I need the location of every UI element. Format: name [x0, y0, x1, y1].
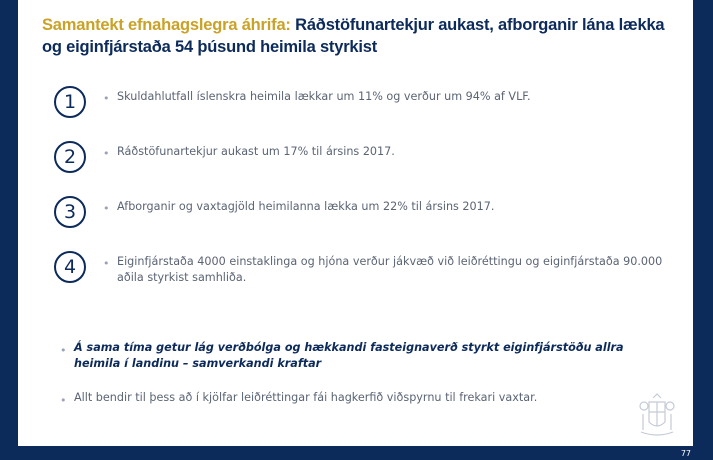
- number-badge: 1: [54, 86, 86, 118]
- item-text: Afborganir og vaxtagjöld heimilanna lækka um 22% til ársins 2017.: [117, 200, 495, 213]
- bullet-icon: •: [60, 344, 67, 357]
- bullet-icon: •: [103, 202, 110, 215]
- title-accent: Samantekt efnahagslegra áhrifa:: [42, 16, 291, 34]
- bullet-icon: •: [103, 147, 110, 160]
- slide: [18, 0, 693, 446]
- number-badge: 2: [54, 141, 86, 173]
- bullet-icon: •: [103, 92, 110, 105]
- list-item: [54, 86, 674, 126]
- item-text: Skuldahlutfall íslenskra heimila lækkar um 11% og verður um 94% af VLF.: [117, 90, 531, 103]
- coat-of-arms-icon: [637, 392, 677, 440]
- bullet-icon: •: [103, 257, 110, 270]
- page-number: 77: [680, 449, 691, 458]
- number-badge: 3: [54, 196, 86, 228]
- list-item: [54, 141, 674, 181]
- bullet-icon: •: [60, 394, 67, 407]
- title-main: Ráðstöfunartekjur aukast, afborganir lána lækka og eiginfjárstaða 54 þúsund heimila styrkist: [42, 16, 665, 56]
- slide-title: [42, 14, 682, 58]
- summary-text: Á sama tíma getur lág verðbólga og hækkandi fasteignaverð styrkt eiginfjárstöðu allra heimila í landinu – samverkandi kraftar: [74, 341, 624, 370]
- item-text: Eiginfjárstaða 4000 einstaklinga og hjóna verður jákvæð við leiðréttingu og eiginfjárstaða 90.000 aðila styrkist samhliða.: [117, 255, 663, 284]
- list-item: [54, 196, 674, 236]
- list-item: [54, 251, 674, 291]
- summary-text: Allt bendir til þess að í kjölfar leiðréttingar fái hagkerfið viðspyrnu til frekari vaxtar.: [74, 391, 538, 404]
- item-text: Ráðstöfunartekjur aukast um 17% til ársins 2017.: [117, 145, 395, 158]
- number-badge: 4: [54, 251, 86, 283]
